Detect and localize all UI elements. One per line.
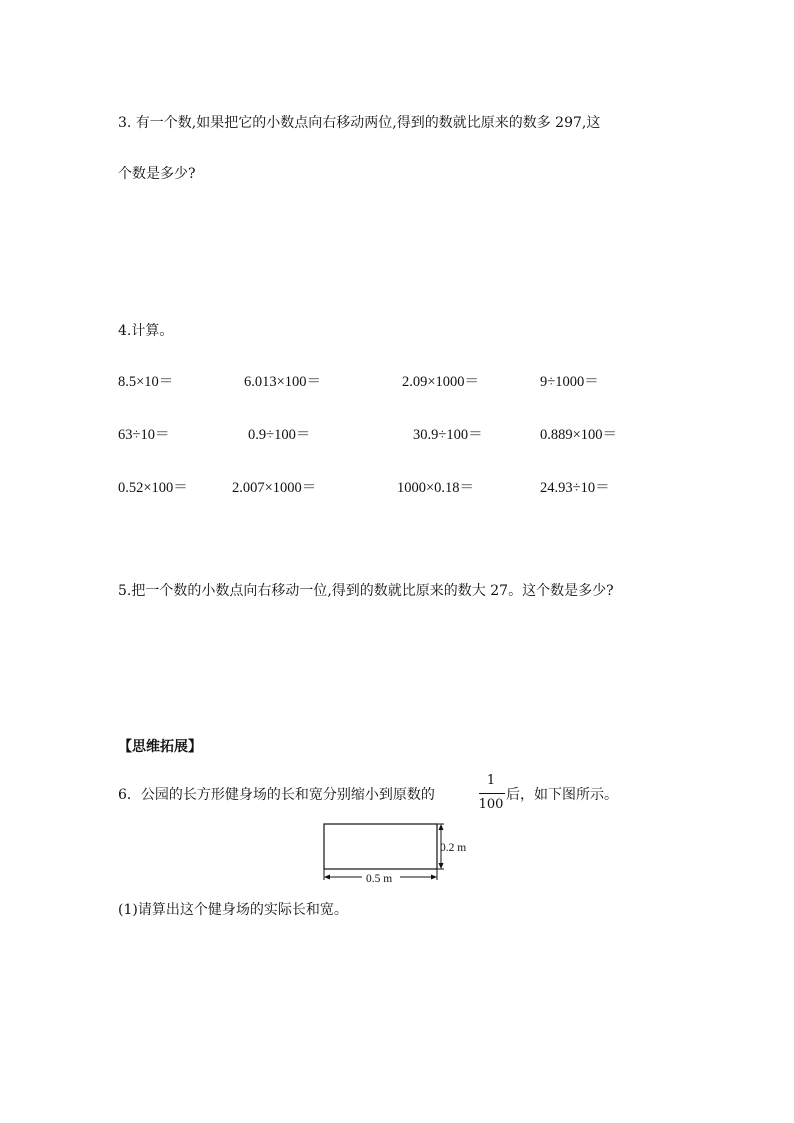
question-6-prefix: 6．公园的长方形健身场的长和宽分别缩小到原数的 [118, 787, 435, 803]
field-rectangle [324, 824, 437, 869]
question-4-title: 4.计算。 [118, 323, 174, 339]
length-arrow-left [324, 875, 330, 880]
fraction-denominator: 100 [478, 797, 504, 812]
calc-item: 0.52×100＝ [118, 480, 188, 496]
calc-item: 9÷1000＝ [540, 374, 599, 390]
width-arrow-down [439, 863, 444, 869]
question-6-suffix: 后，如下图所示。 [506, 787, 618, 803]
calc-item: 8.5×10＝ [118, 374, 174, 390]
width-label: 0.2 m [440, 842, 467, 854]
calc-item: 1000×0.18＝ [397, 480, 475, 496]
section-title: 【思维拓展】 [118, 739, 202, 755]
calc-item: 24.93÷10＝ [540, 480, 610, 496]
question-6-sub-1: (1)请算出这个健身场的实际长和宽。 [118, 902, 348, 918]
length-arrow-right [431, 875, 437, 880]
calc-item: 0.9÷100＝ [248, 427, 311, 443]
calc-item: 6.013×100＝ [244, 374, 322, 390]
calc-item: 63÷10＝ [118, 427, 170, 443]
length-label: 0.5 m [366, 873, 393, 885]
fraction-bar [479, 793, 505, 794]
calc-item: 2.007×1000＝ [232, 480, 317, 496]
question-5-text: 5.把一个数的小数点向右移动一位,得到的数就比原来的数大 27。这个数是多少? [118, 583, 614, 599]
question-3-line-2: 个数是多少? [118, 166, 196, 182]
calc-item: 0.889×100＝ [540, 427, 618, 443]
calc-item: 2.09×1000＝ [402, 374, 480, 390]
width-arrow-up [439, 824, 444, 830]
fraction-numerator: 1 [486, 773, 496, 788]
calc-item: 30.9÷100＝ [413, 427, 483, 443]
question-3-line-1: 3. 有一个数,如果把它的小数点向右移动两位,得到的数就比原来的数多 297,这 [118, 115, 601, 131]
